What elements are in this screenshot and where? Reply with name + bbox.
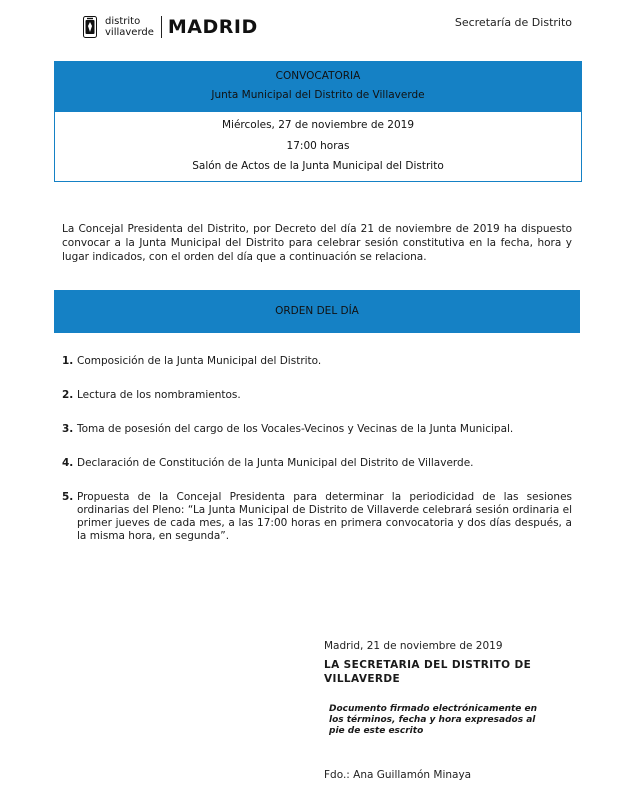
agenda-item-text: Lectura de los nombramientos. bbox=[77, 389, 241, 401]
meeting-date: Miércoles, 27 de noviembre de 2019 bbox=[221, 119, 415, 131]
logo-district-text bbox=[105, 16, 154, 38]
agenda-item bbox=[62, 389, 572, 402]
agenda-item-text: Declaración de Constitución de la Junta Municipal del Distrito de Villaverde. bbox=[77, 457, 474, 469]
signatory-title: LA SECRETARIA DEL DISTRITO DE VILLAVERDE bbox=[324, 659, 532, 685]
agenda-item bbox=[62, 423, 572, 436]
district-logo bbox=[83, 14, 258, 40]
convocatoria-header bbox=[55, 62, 581, 112]
meeting-place: Salón de Actos de la Junta Municipal del Distrito bbox=[192, 160, 444, 172]
agenda-item-number: 1. bbox=[62, 355, 74, 367]
logo-line1: distrito bbox=[105, 16, 141, 27]
page-header bbox=[0, 0, 635, 50]
office-name: Secretaría de Distrito bbox=[454, 16, 572, 29]
agenda-item-text: Propuesta de la Concejal Presidenta para determinar la periodicidad de las sesiones ordinarias del Pleno: “La Junta Municipal de Distrito de Villaverde celebrará sesión ordinaria el primer jueves de cada mes, a las 17:00 horas en primera convocatoria y dos días después, a la misma hora, en segunda”. bbox=[77, 491, 572, 542]
signature-block bbox=[324, 640, 564, 737]
agenda-list bbox=[62, 355, 572, 564]
signature-date: Madrid, 21 de noviembre de 2019 bbox=[324, 640, 503, 652]
agenda-item bbox=[62, 355, 572, 368]
electronic-signature-note: Documento firmado electrónicamente en los términos, fecha y hora expresados al pie de este escrito bbox=[329, 704, 538, 736]
logo-separator bbox=[161, 16, 162, 38]
madrid-crest-icon bbox=[83, 16, 97, 38]
logo-city: MADRID bbox=[167, 16, 258, 38]
orden-del-dia-header: ORDEN DEL DÍA bbox=[54, 290, 580, 333]
convocatoria-label: CONVOCATORIA bbox=[275, 70, 361, 82]
intro-paragraph: La Concejal Presidenta del Distrito, por Decreto del día 21 de noviembre de 2019 ha dispuesto convocar a la Junta Municipal del Distrito para celebrar sesión constitutiva en la fecha, hora y lugar indicados, con el orden del día que a continuación se relaciona. bbox=[62, 223, 572, 263]
agenda-item-number: 4. bbox=[62, 457, 74, 469]
agenda-item bbox=[62, 491, 572, 543]
agenda-item-text: Composición de la Junta Municipal del Distrito. bbox=[77, 355, 322, 367]
agenda-item-number: 2. bbox=[62, 389, 74, 401]
agenda-item bbox=[62, 457, 572, 470]
logo-line2: villaverde bbox=[105, 27, 154, 38]
agenda-item-text: Toma de posesión del cargo de los Vocales-Vecinos y Vecinas de la Junta Municipal. bbox=[77, 423, 514, 435]
convocatoria-details bbox=[55, 112, 581, 181]
convocatoria-box bbox=[54, 61, 582, 182]
agenda-item-number: 3. bbox=[62, 423, 74, 435]
convocatoria-body: Junta Municipal del Distrito de Villaverde bbox=[211, 89, 425, 101]
meeting-time: 17:00 horas bbox=[286, 139, 350, 152]
agenda-item-number: 5. bbox=[62, 491, 74, 503]
signatory-name: Fdo.: Ana Guillamón Minaya bbox=[324, 769, 472, 781]
